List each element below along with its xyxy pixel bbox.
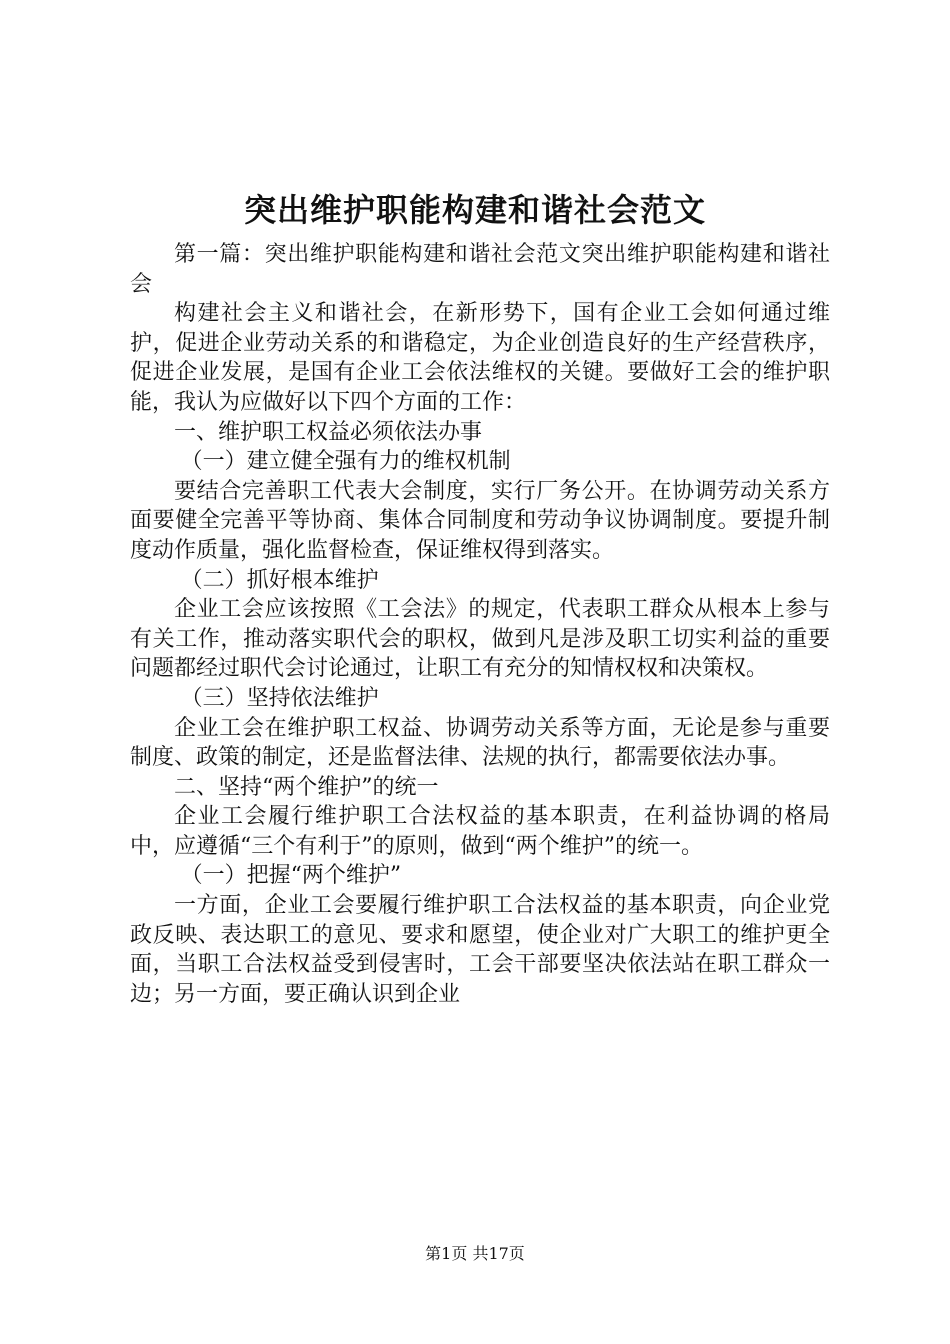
paragraph: 一方面，企业工会要履行维护职工合法权益的基本职责，向企业党政反映、表达职工的意见、要求和愿望，使企业对广大职工的维护更全面，当职工合法权益受到侵害时，工会干部要坚决依法站在职工群众一边；另一方面，要正确认识到企业 [130, 893, 830, 1007]
subsection-heading: （一）把握“两个维护” [180, 863, 402, 889]
paragraph: 企业工会在维护职工权益、协调劳动关系等方面，无论是参与重要制度、政策的制定，还是监督法律、法规的执行，都需要依法办事。 [130, 715, 830, 771]
page-number: 第1页 共17页 [425, 1244, 525, 1263]
paragraph: 第一篇：突出维护职能构建和谐社会范文突出维护职能构建和谐社会 [130, 242, 830, 297]
document-title: 突出维护职能构建和谐社会范文 [243, 191, 706, 229]
paragraph: 构建社会主义和谐社会，在新形势下，国有企业工会如何通过维护，促进企业劳动关系的和谐稳定，为企业创造良好的生产经营秩序，促进企业发展，是国有企业工会依法维权的关键。要做好工会的维护职能，我认为应做好以下四个方面的工作： [130, 301, 830, 415]
paragraph: 企业工会履行维护职工合法权益的基本职责，在利益协调的格局中，应遵循“三个有利于”的原则，做到“两个维护”的统一。 [130, 804, 830, 859]
document-body [130, 240, 830, 1009]
subsection-heading: （三）坚持依法维护 [180, 685, 379, 711]
paragraph: 要结合完善职工代表大会制度，实行厂务公开。在协调劳动关系方面要健全完善平等协商、集体合同制度和劳动争议协调制度。要提升制度动作质量，强化监督检查，保证维权得到落实。 [130, 478, 830, 563]
section-heading: 二、坚持“两个维护”的统一 [174, 774, 439, 800]
section-heading: 一、维护职工权益必须依法办事 [174, 419, 483, 445]
paragraph: 企业工会应该按照《工会法》的规定，代表职工群众从根本上参与有关工作，推动落实职代会的职权，做到凡是涉及职工切实利益的重要问题都经过职代会讨论通过，让职工有充分的知情权权和决策权。 [130, 597, 830, 682]
subsection-heading: （一）建立健全强有力的维权机制 [180, 449, 511, 475]
subsection-heading: （二）抓好根本维护 [180, 567, 379, 593]
